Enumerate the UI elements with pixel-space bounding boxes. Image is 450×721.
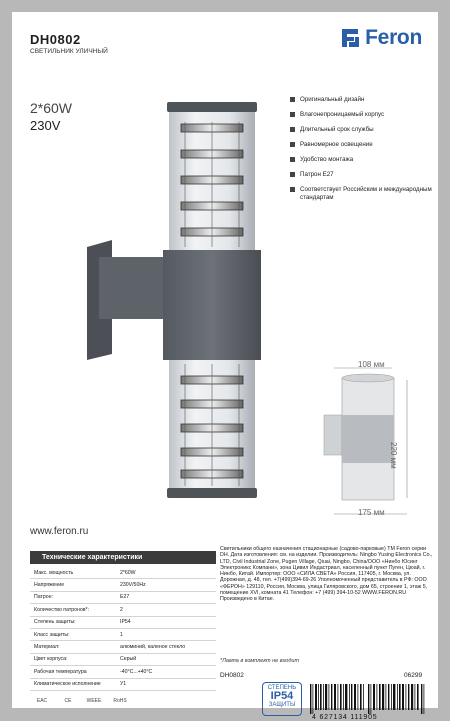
power-rating: 2*60W (30, 100, 73, 116)
lamp-photo (67, 92, 267, 512)
feature-item: Удобство монтажа (288, 156, 438, 164)
barcode-number: 4 627134 111905 (312, 714, 378, 721)
spec-row: Степень защиты: IP54 (30, 617, 216, 629)
product-box (12, 12, 438, 721)
dim-height: 220 мм (389, 442, 398, 469)
spec-row: Патрон: E27 (30, 592, 216, 604)
eac-mark-icon: EAC (36, 698, 48, 704)
spec-row: Материал: алюминий, каленое стекло (30, 641, 216, 653)
product-code: DH0802 (220, 672, 244, 679)
feature-item: Длительный срок службы (288, 126, 438, 134)
bullet-square-icon (290, 97, 295, 102)
bullet-square-icon (290, 172, 295, 177)
feature-item: Патрон E27 (288, 171, 438, 179)
certification-marks (34, 694, 128, 708)
spec-row: Напряжение 230V/50Hz (30, 579, 216, 591)
rohs-mark-icon: RoHS (113, 698, 127, 704)
lamp-note: *Лампа в комплект не входит (220, 658, 300, 664)
specs-table (30, 567, 216, 691)
bullet-square-icon (290, 142, 295, 147)
ce-mark-icon: CE (64, 698, 72, 704)
brand-name: Feron (365, 26, 422, 49)
feature-item: Влагонепроницаемый корпус (288, 111, 438, 119)
brand-logo (341, 26, 422, 50)
model-code: DH0802 (30, 32, 81, 47)
feature-item: Соответствует Российским и международным стандартам (288, 186, 438, 202)
spec-row: Макс. мощность 2*60W (30, 567, 216, 579)
voltage-rating: 230V (30, 118, 61, 133)
spec-row: Климатическое исполнение У1 (30, 679, 216, 691)
feron-logo-icon (341, 27, 363, 49)
bullet-square-icon (290, 127, 295, 132)
feature-item: Равномерное освещение (288, 141, 438, 149)
specs-title: Технические характеристики (30, 551, 216, 564)
spec-row: Цвет корпуса: Серый (30, 654, 216, 666)
bullet-square-icon (290, 157, 295, 162)
feature-list (288, 96, 438, 209)
spec-row: Класс защиты: 1 (30, 629, 216, 641)
spec-row: Рабочая температура -40°C...+40°C (30, 666, 216, 678)
weee-bin-icon: WEEE (86, 698, 102, 704)
website-url: www.feron.ru (30, 526, 89, 537)
dimension-diagram (312, 360, 432, 525)
legal-text: Светильники общего назначения стационарные (садово-парковые) ТМ Feron серии DH. Дата изготовления: см. на изделии. Производитель: Ningbo Yusing Electronics Co., LTD, Civil Industrial Zone, Pugen Village, Qiuai, Ningbo, China/ООО «Нинбо Юсинг Электроникс Компани», зона Цивил Индастриал, населенный пункт Пуген, Цюай, г. Нинбо, Китай. Импортер: ООО «СИЛА СВЕТА» Россия, 117405, г. Москва, ул. Дорожная, д. 48, тел. +7(499)394-69-26 Уполномоченный представитель в РФ: ООО «ФЕРОН» 129110, Россия, Москва, улица Гиляровского, дом 65, строение 1, этаж 5, помещение XVI, комната 41 Телефон: +7 (499) 394-10-52 WWW.FERON.RU Произведено в Китае. (220, 546, 433, 603)
feature-item: Оригинальный дизайн (288, 96, 438, 104)
article-number: 06299 (404, 672, 423, 679)
spec-row: Количество патронов*: 2 (30, 604, 216, 616)
barcode-icon (308, 682, 434, 716)
product-type: СВЕТИЛЬНИК УЛИЧНЫЙ (30, 48, 108, 55)
ip-rating-badge: СТЕПЕНЬ IP54 ЗАЩИТЫ (262, 682, 302, 716)
dim-top: 108 мм (358, 360, 385, 369)
bullet-square-icon (290, 112, 295, 117)
dim-width: 175 мм (358, 508, 385, 517)
bullet-square-icon (290, 187, 295, 192)
